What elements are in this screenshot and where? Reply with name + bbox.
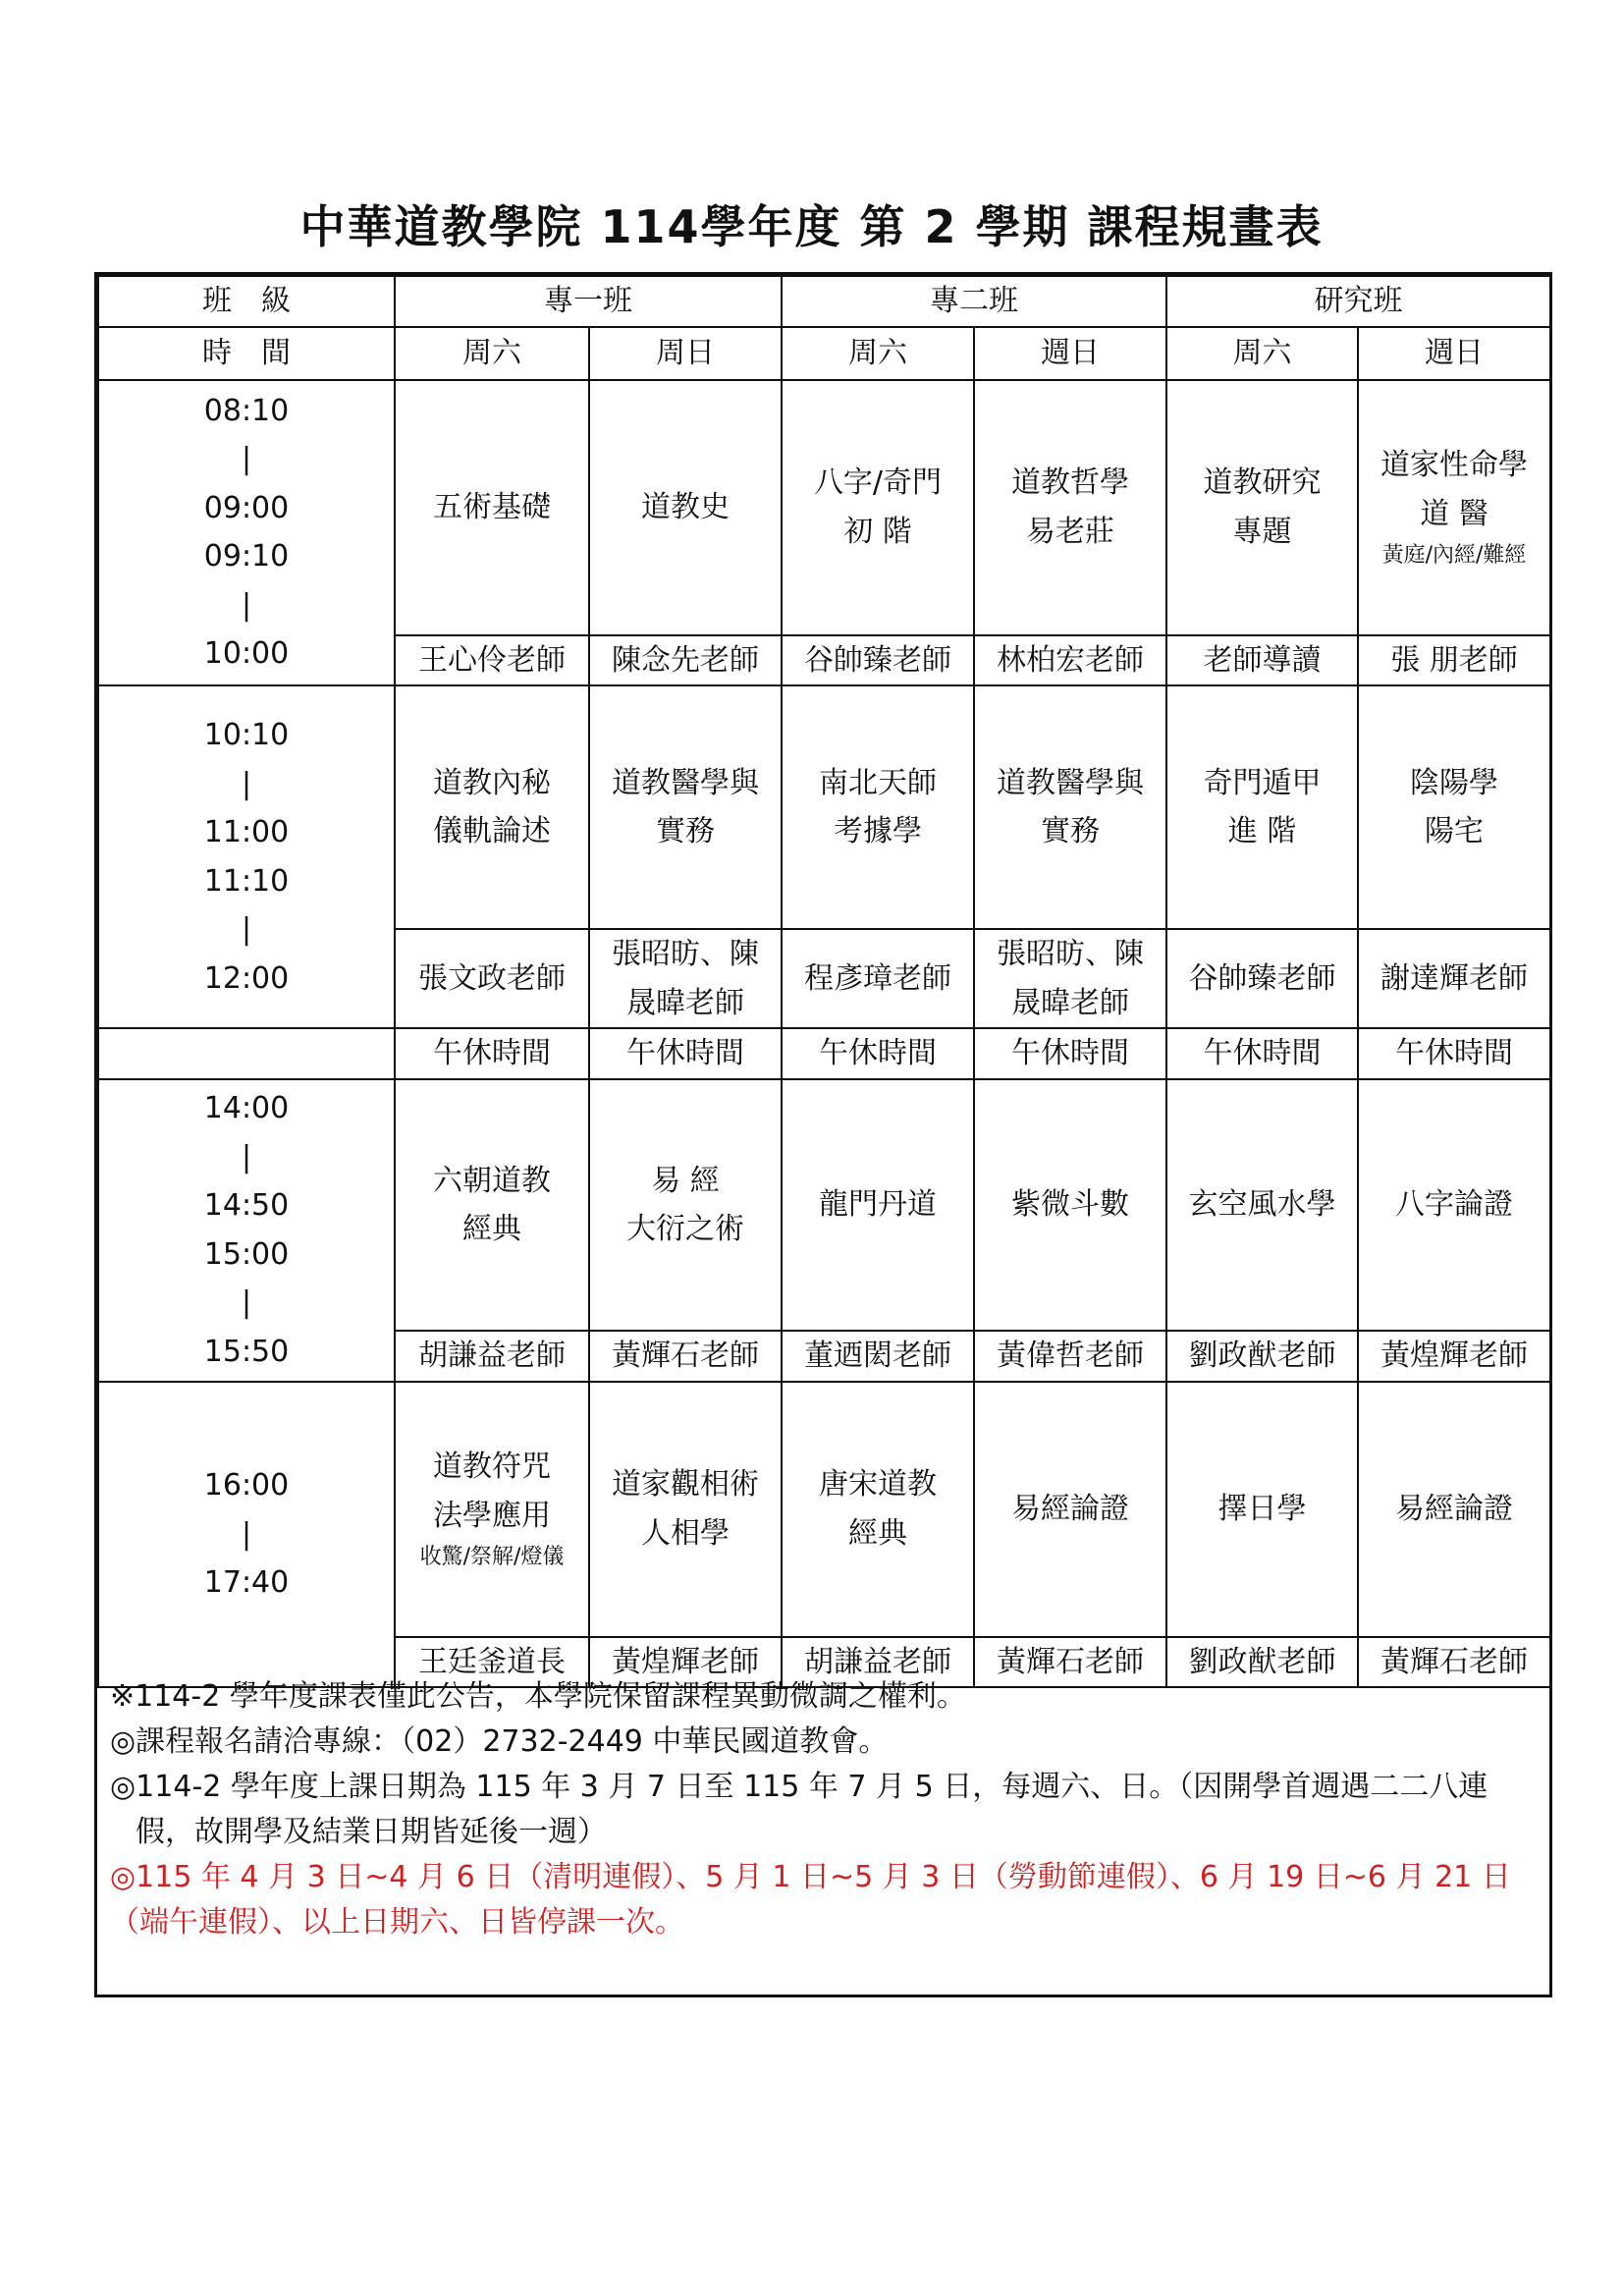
course-name: 實務 <box>656 814 715 848</box>
course-name: 道教哲學 <box>1011 465 1129 500</box>
time-line: 12:00 <box>203 960 290 996</box>
time-line: 10:00 <box>203 636 290 672</box>
course-name: 易經論證 <box>1011 1491 1129 1526</box>
course-name: 陰陽學 <box>1410 765 1498 800</box>
course-name: 易經論證 <box>1395 1491 1513 1526</box>
teacher-cell: 谷帥臻老師 <box>1166 929 1358 1028</box>
period-row <box>98 685 1550 929</box>
lunch-cell: 午休時間 <box>589 1028 782 1079</box>
course-name: 初 階 <box>843 514 912 549</box>
course-cell <box>974 380 1166 635</box>
day-header: 周六 <box>1166 327 1358 380</box>
teacher-cell: 黃煌輝老師 <box>589 1637 782 1688</box>
time-line: 09:00 <box>203 490 290 525</box>
time-label: 時 間 <box>98 327 395 380</box>
teacher-cell: 黃偉哲老師 <box>974 1331 1166 1382</box>
lunch-cell: 午休時間 <box>395 1028 589 1079</box>
course-cell <box>782 685 974 929</box>
teacher-cell: 董迺閎老師 <box>782 1331 974 1382</box>
teacher-cell: 劉政猷老師 <box>1166 1637 1358 1688</box>
time-line: | <box>241 1516 252 1552</box>
teacher-name: 張昭昉、陳 <box>997 937 1144 971</box>
time-slot <box>98 1079 395 1382</box>
course-cell <box>395 1382 589 1637</box>
course-cell <box>1358 380 1550 635</box>
teacher-cell: 劉政猷老師 <box>1166 1331 1358 1382</box>
teacher-cell: 張文政老師 <box>395 929 589 1028</box>
time-line: 09:10 <box>203 539 290 574</box>
teacher-cell: 胡謙益老師 <box>782 1637 974 1688</box>
time-line: | <box>241 1139 252 1175</box>
note-announcement: ※114-2 學年度課表僅此公告，本學院保留課程異動微調之權利。 <box>110 1679 966 1714</box>
course-name: 唐宋道教 <box>819 1467 937 1502</box>
note-dates: ◎114-2 學年度上課日期為 115 年 3 月 7 日至 115 年 7 月 5 日，每週六、日。（因開學首週遇二二八連 <box>110 1770 1488 1804</box>
course-cell <box>782 1382 974 1637</box>
time-line: 14:50 <box>203 1188 290 1224</box>
course-cell <box>1166 380 1358 635</box>
course-cell <box>395 1079 589 1331</box>
note-dates-cont: 假，故開學及結業日期皆延後一週） <box>135 1815 607 1849</box>
course-name: 八字論證 <box>1395 1187 1513 1223</box>
course-name: 道教內秘 <box>433 765 551 800</box>
lunch-cell: 午休時間 <box>782 1028 974 1079</box>
course-name: 道教符咒 <box>433 1449 551 1485</box>
course-name: 道教研究 <box>1203 465 1322 500</box>
course-name: 考據學 <box>834 814 922 848</box>
course-name: 道教醫學與 <box>612 765 759 800</box>
teacher-cell: 黃煌輝老師 <box>1358 1331 1550 1382</box>
day-header-row <box>98 327 1550 380</box>
teacher-cell: 老師導讀 <box>1166 635 1358 686</box>
course-name: 儀軌論述 <box>433 814 551 848</box>
teacher-name: 晟暐老師 <box>1011 985 1129 1020</box>
course-cell <box>1358 1079 1550 1331</box>
course-name: 進 階 <box>1227 814 1297 848</box>
period-row <box>98 1382 1550 1637</box>
course-name: 道教醫學與 <box>997 765 1144 800</box>
time-line: 17:40 <box>203 1565 290 1600</box>
teacher-name: 張昭昉、陳 <box>612 937 759 971</box>
lunch-row <box>98 1028 1550 1079</box>
time-line: 10:10 <box>203 718 290 752</box>
course-cell <box>395 685 589 929</box>
course-name: 大衍之術 <box>626 1212 744 1246</box>
period-row <box>98 380 1550 635</box>
period-row <box>98 1079 1550 1331</box>
course-cell <box>589 685 782 929</box>
course-name: 紫微斗數 <box>1011 1187 1129 1223</box>
course-name: 六朝道教 <box>433 1163 551 1198</box>
time-line: | <box>241 442 252 477</box>
course-name: 龍門丹道 <box>819 1187 937 1223</box>
class-label: 班 級 <box>98 276 395 327</box>
time-line: | <box>241 766 252 801</box>
course-cell <box>782 380 974 635</box>
teacher-cell <box>974 929 1166 1028</box>
course-name: 玄空風水學 <box>1188 1187 1336 1223</box>
day-header: 週日 <box>1358 327 1550 380</box>
class-header-row <box>98 276 1550 327</box>
course-cell <box>974 1382 1166 1637</box>
class-header: 研究班 <box>1166 276 1550 327</box>
teacher-name: 晟暐老師 <box>626 985 744 1020</box>
time-line: 15:00 <box>203 1236 290 1272</box>
class-header: 專二班 <box>782 276 1166 327</box>
course-name: 八字/奇門 <box>813 465 943 500</box>
lunch-cell: 午休時間 <box>974 1028 1166 1079</box>
course-name: 五術基礎 <box>433 489 551 524</box>
course-cell <box>1358 685 1550 929</box>
teacher-cell: 程彥璋老師 <box>782 929 974 1028</box>
course-cell <box>1166 685 1358 929</box>
note-holidays-cont: （端午連假）、以上日期六、日皆停課一次。 <box>110 1905 684 1940</box>
time-line: | <box>241 587 252 623</box>
teacher-cell: 謝達輝老師 <box>1358 929 1550 1028</box>
course-cell <box>974 685 1166 929</box>
course-name: 道家性命學 <box>1380 448 1528 483</box>
teacher-cell: 谷帥臻老師 <box>782 635 974 686</box>
course-cell <box>782 1079 974 1331</box>
course-cell <box>1166 1382 1358 1637</box>
lunch-time-blank <box>98 1028 395 1079</box>
day-header: 周日 <box>589 327 782 380</box>
lunch-cell: 午休時間 <box>1358 1028 1550 1079</box>
course-name: 道教史 <box>641 489 730 524</box>
note-holidays: ◎115 年 4 月 3 日~4 月 6 日（清明連假）、5 月 1 日~5 月 3 日（勞動節連假）、6 月 19 日~6 月 21 日 <box>110 1860 1511 1894</box>
time-slot <box>98 380 395 686</box>
time-line: 11:10 <box>203 863 290 899</box>
lunch-cell: 午休時間 <box>1166 1028 1358 1079</box>
course-cell <box>395 380 589 635</box>
course-cell <box>589 1382 782 1637</box>
course-cell <box>1358 1382 1550 1637</box>
teacher-cell: 胡謙益老師 <box>395 1331 589 1382</box>
course-name: 擇日學 <box>1217 1491 1307 1526</box>
course-name: 經典 <box>462 1212 521 1246</box>
course-name: 道家觀相術 <box>612 1467 759 1502</box>
course-subtopics: 黃庭/內經/難經 <box>1381 543 1527 569</box>
course-name: 實務 <box>1041 814 1100 848</box>
course-name: 人相學 <box>641 1515 730 1551</box>
teacher-cell: 黃輝石老師 <box>974 1637 1166 1688</box>
day-header: 周六 <box>395 327 589 380</box>
course-cell <box>589 1079 782 1331</box>
course-name: 陽宅 <box>1425 814 1484 848</box>
day-header: 週日 <box>974 327 1166 380</box>
teacher-cell <box>589 929 782 1028</box>
time-line: 14:00 <box>203 1091 290 1126</box>
course-name: 南北天師 <box>819 765 937 800</box>
time-slot <box>98 685 395 1028</box>
teacher-cell: 黃輝石老師 <box>1358 1637 1550 1688</box>
notes-section <box>110 1674 1534 1945</box>
time-line: | <box>241 912 252 947</box>
teacher-cell: 王心伶老師 <box>395 635 589 686</box>
course-name: 專題 <box>1232 514 1292 549</box>
class-header: 專一班 <box>395 276 782 327</box>
course-name: 奇門遁甲 <box>1203 765 1322 800</box>
teacher-cell: 王廷釜道長 <box>395 1637 589 1688</box>
course-cell <box>589 380 782 635</box>
time-line: 11:00 <box>203 815 290 849</box>
time-line: 08:10 <box>203 393 290 428</box>
day-header: 周六 <box>782 327 974 380</box>
time-line: | <box>241 1285 252 1321</box>
course-cell <box>1166 1079 1358 1331</box>
course-name: 經典 <box>848 1515 907 1551</box>
teacher-cell: 張 朋老師 <box>1358 635 1550 686</box>
course-name: 易老莊 <box>1026 514 1114 549</box>
course-subtopics: 收驚/祭解/燈儀 <box>419 1545 565 1570</box>
page-title: 中華道教學院 114學年度 第 2 學期 課程規畫表 <box>299 200 1324 253</box>
course-name: 法學應用 <box>433 1498 551 1533</box>
time-line: 16:00 <box>203 1468 290 1503</box>
note-registration: ◎課程報名請洽專線：（02）2732-2449 中華民國道教會。 <box>110 1724 889 1759</box>
course-name: 道 醫 <box>1420 496 1488 531</box>
schedule-table <box>97 275 1551 1688</box>
course-name: 易 經 <box>651 1163 720 1198</box>
course-cell <box>974 1079 1166 1331</box>
time-line: 15:50 <box>203 1334 290 1369</box>
teacher-cell: 林柏宏老師 <box>974 635 1166 686</box>
time-slot <box>98 1382 395 1688</box>
teacher-cell: 陳念先老師 <box>589 635 782 686</box>
teacher-cell: 黃輝石老師 <box>589 1331 782 1382</box>
